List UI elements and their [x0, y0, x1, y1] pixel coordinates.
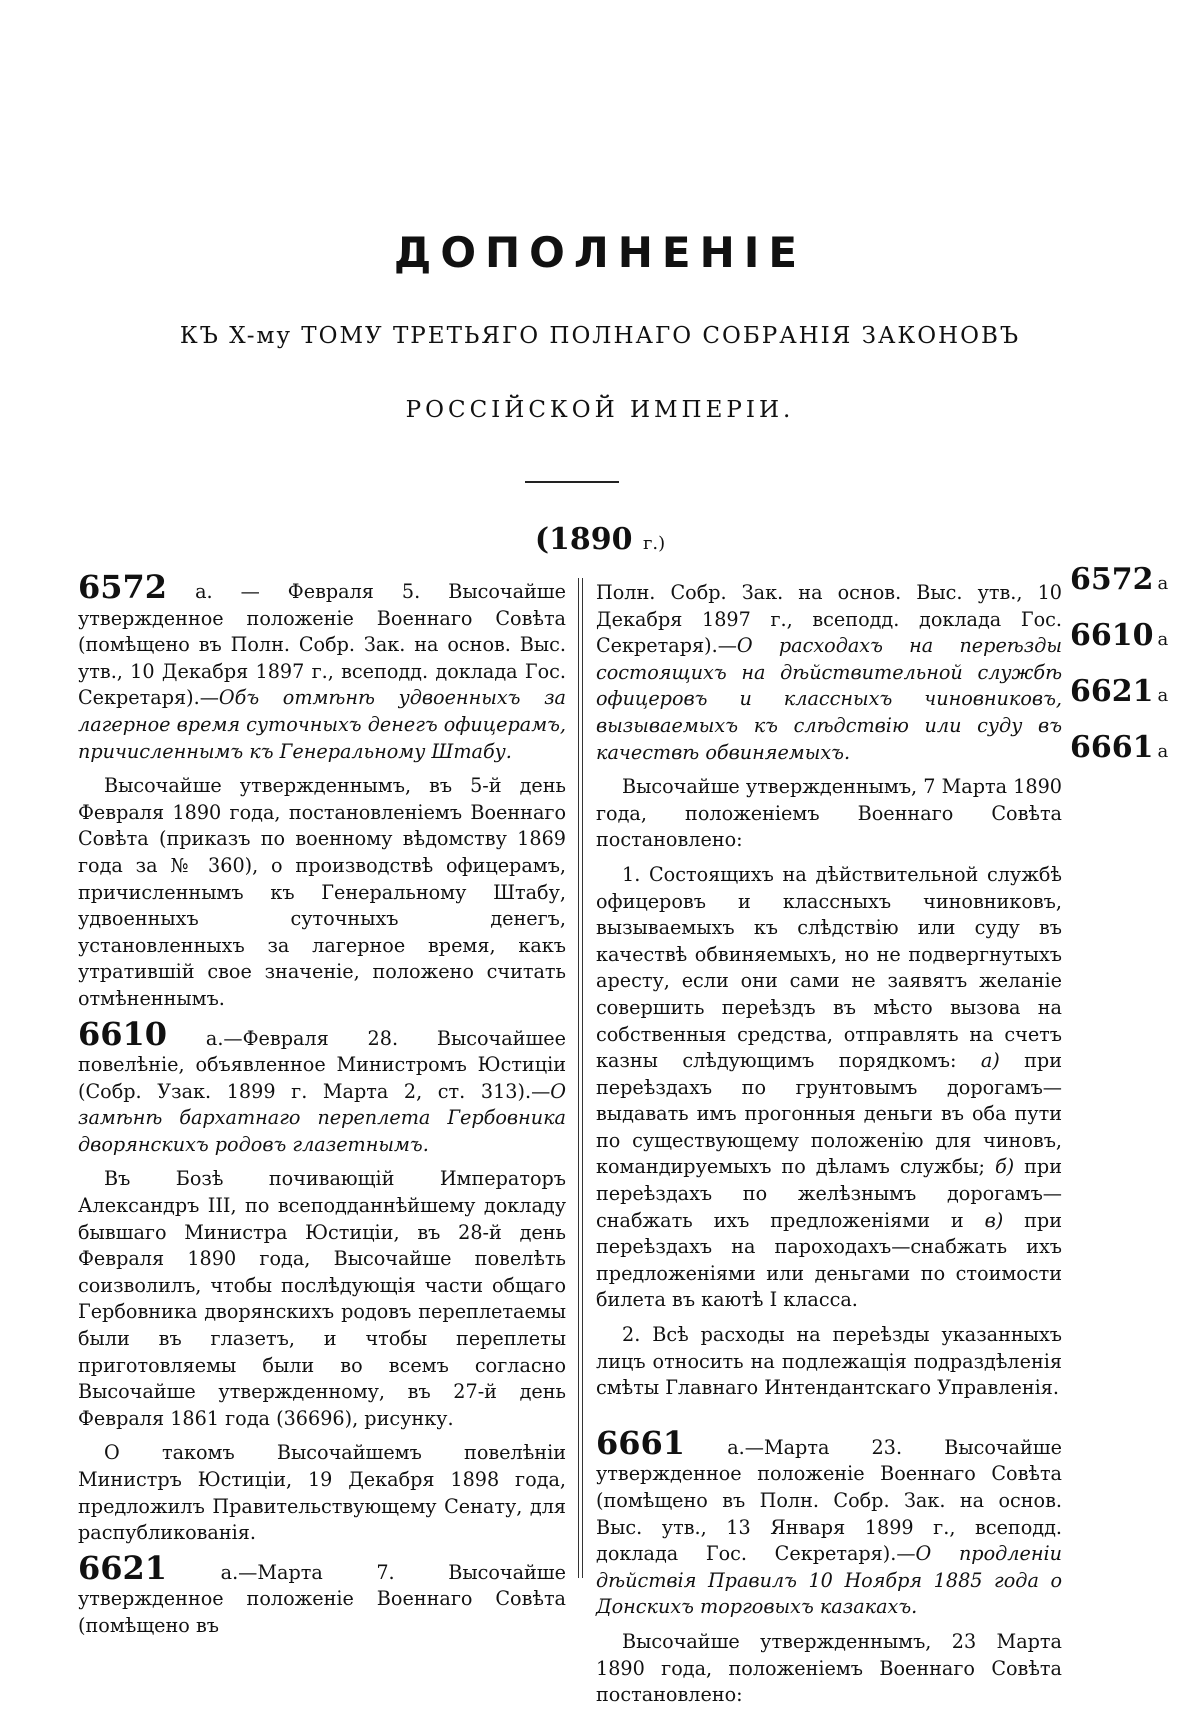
entry-title: О расходахъ на переѣзды состоящихъ на дѣйствительной службѣ офицеровъ и классныхъ чиновниковъ, вызываемыхъ къ слѣдствію или суду въ качествѣ обвиняемыхъ.: [596, 634, 1062, 764]
page-subtitle-2: РОССІЙСКОЙ ИМПЕРІИ.: [405, 397, 795, 423]
clause-letter: б): [994, 1155, 1015, 1179]
clause-text: при переѣздахъ по желѣзнымъ дорогамъ—снабжать ихъ предложеніями и: [596, 1155, 1062, 1232]
entry-body: Высочайше утвержденнымъ, 23 Марта 1890 года, положеніемъ Военнаго Совѣта постановлено:: [596, 1629, 1062, 1707]
year-suffix: г.): [642, 533, 666, 554]
clause-text: 1. Состоящихъ на дѣйствительной службѣ офицеровъ и классныхъ чиновниковъ, вызываемыхъ къ слѣдствію или суду въ качествѣ обвиняемыхъ, но не подвергнутыхъ аресту, если они сами не заявятъ желаніе совершить переѣздъ въ мѣсто вызова на собственныя средства, отправлять на счетъ казны слѣдующимъ порядкомъ:: [596, 862, 1062, 1073]
entry-intro: Высочайше утвержденнымъ, 7 Марта 1890 года, положеніемъ Военнаго Совѣта постановлено:: [596, 775, 1062, 852]
clause-letter: а): [980, 1049, 1000, 1073]
entry-number: 6661: [596, 1423, 686, 1462]
margin-number: 6610 а: [1070, 618, 1169, 653]
margin-number: 6661 а: [1070, 730, 1169, 765]
entry-number: 6610: [78, 1014, 168, 1053]
entry-number: 6621: [78, 1548, 168, 1587]
entry-6621-head: [78, 1548, 566, 1640]
year-text: (1890: [534, 522, 633, 557]
column-divider: [578, 578, 583, 1578]
entry-title: Объ отмѣнѣ удвоенныхъ за лагерное время суточныхъ денегъ офицерамъ, причисленнымъ къ Генеральному Штабу.: [78, 686, 566, 763]
year-heading: [0, 522, 1200, 557]
entry-header: а.—Февраля 28. Высочайшее повелѣніе, объявленное Министромъ Юстиціи (Собр. Узак. 1899 г. Марта 2, ст. 313).—: [78, 1026, 566, 1103]
margin-numbers: [1070, 562, 1190, 786]
entry-header: Полн. Собр. Зак. на основ. Выс. утв., 10 Декабря 1897 г., всеподд. доклада Гос. Секретаря).—: [596, 581, 1062, 658]
entry-header: а. — Февраля 5. Высочайше утвержденное положеніе Военнаго Совѣта (помѣщено въ Полн. Собр. Зак. на основ. Выс. утв., 10 Декабря 1897 г., всеподд. доклада Гос. Секретаря).—: [78, 580, 566, 710]
page-subtitle: КЪ X-му ТОМУ ТРЕТЬЯГО ПОЛНАГО СОБРАНІЯ ЗАКОНОВЪ: [179, 323, 1021, 349]
entry-number: 6572: [78, 568, 168, 606]
entry-clause-1: [596, 862, 1062, 1314]
entry-title: О замѣнѣ бархатнаго переплета Гербовника дворянскихъ родовъ глазетнымъ.: [78, 1079, 566, 1156]
entry-body: Высочайше утвержденнымъ, въ 5-й день Февраля 1890 года, постановленіемъ Военнаго Совѣта (приказъ по военному вѣдомству 1869 года за № 360), о производствѣ офицерамъ, причисленнымъ къ Генеральному Штабу, удвоенныхъ суточныхъ денегъ, установленныхъ за лагерное время, какъ утратившій свое значеніе, положено считать отмѣненнымъ.: [78, 774, 566, 1010]
entry-6572-head: [78, 568, 566, 765]
entry-title: О продленіи дѣйствія Правилъ 10 Ноября 1885 года о Донскихъ торговыхъ казакахъ.: [596, 1542, 1062, 1619]
entry-clause-2: 2. Всѣ расходы на переѣзды указанныхъ лицъ относить на подлежащія подраздѣленія смѣты Главнаго Интендантскаго Управленія.: [596, 1323, 1062, 1400]
entry-body: Въ Бозѣ почивающій Императоръ Александръ III, по всеподданнѣйшему докладу бывшаго Министра Юстиціи, въ 28-й день Февраля 1890 года, Высочайше повелѣть соизволилъ, чтобы послѣдующія части общаго Гербовника дворянскихъ родовъ переплетаемы были въ глазетъ, и чтобы переплеты приготовляемы были во всемъ согласно Высочайше утвержденному, въ 27-й день Февраля 1861 года (36696), рисунку.: [78, 1167, 566, 1430]
clause-letter: в): [984, 1208, 1004, 1232]
margin-number: 6621 а: [1070, 674, 1169, 709]
page-title: ДОПОЛНЕНІЕ: [393, 228, 807, 277]
clause-text: при переѣздахъ на пароходахъ—снабжать ихъ предложеніями или деньгами по стоимости билета въ каютѣ I класса.: [596, 1208, 1062, 1312]
entry-body: О такомъ Высочайшемъ повелѣніи Министръ Юстиціи, 19 Декабря 1898 года, предложилъ Правительствующему Сенату, для распубликованія.: [78, 1441, 566, 1545]
clause-text: при переѣздахъ по грунтовымъ дорогамъ—выдавать имъ прогонныя деньги въ оба пути по существующему положенію для чиновъ, командируемыхъ по дѣламъ службы;: [596, 1049, 1062, 1179]
entry-header: а.—Марта 7. Высочайше утвержденное положеніе Военнаго Совѣта (помѣщено въ: [78, 1560, 566, 1637]
left-column: [78, 568, 566, 1648]
entry-6610-head: [78, 1014, 566, 1159]
entry-header: а.—Марта 23. Высочайше утвержденное положеніе Военнаго Совѣта (помѣщено въ Полн. Собр. Зак. на основ. Выс. утв., 13 Января 1899 г., всеподд. доклада Гос. Секретаря).—: [596, 1435, 1062, 1566]
title-rule: [525, 481, 619, 483]
right-column: [596, 580, 1062, 1717]
entry-6661-head: [596, 1423, 1062, 1621]
margin-number: 6572 а: [1070, 562, 1169, 597]
entry-6621-continued: [596, 580, 1062, 766]
